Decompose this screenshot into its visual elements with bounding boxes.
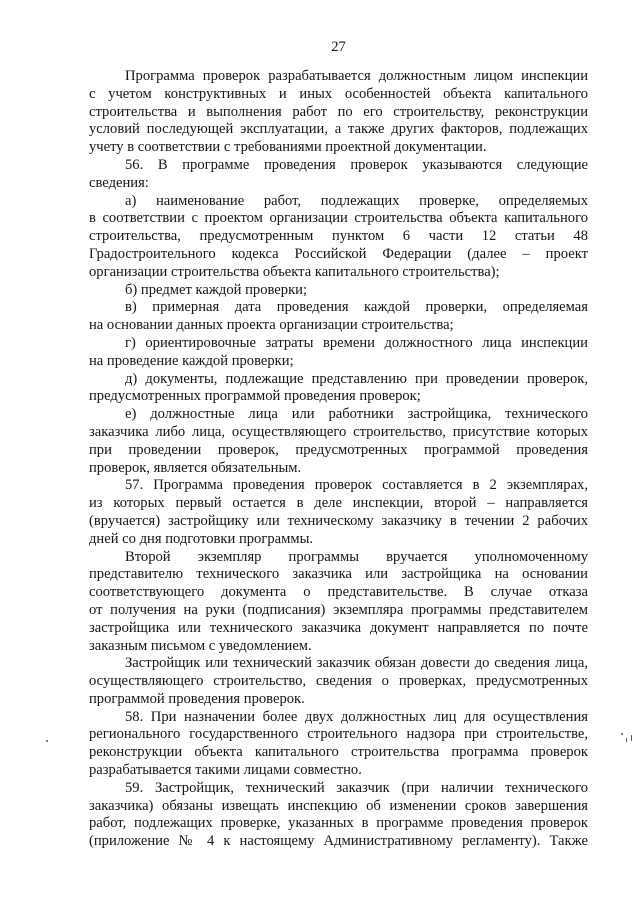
text-line: работ, подлежащих проверке, указанных в программе проведения проверок xyxy=(89,815,588,832)
text-line: дней со дня подготовки программы. xyxy=(89,530,314,547)
page-number: 27 xyxy=(331,39,346,55)
text-line: предусмотренных программой проведения проверок; xyxy=(89,388,421,405)
text-line: 58. При назначении более двух должностных лиц для осуществления xyxy=(125,708,588,725)
clause-57-developer-duty xyxy=(89,655,588,708)
text-line: заказчика) обязаны извещать инспекцию об изменении сроков завершения xyxy=(89,797,588,814)
clause-59 xyxy=(89,780,588,851)
text-line: 59. Застройщик, технический заказчик (при наличии технического xyxy=(125,779,588,796)
clause-56-item-b xyxy=(89,282,588,300)
text-line: строительства, предусмотренным пунктом 6 части 12 статьи 48 xyxy=(89,228,588,245)
text-line: на основании данных проекта организации строительства; xyxy=(89,317,454,334)
clause-56-item-g xyxy=(89,335,588,371)
paragraph-program-development xyxy=(89,68,588,157)
text-line: на проведение каждой проверки; xyxy=(89,352,294,369)
text-line: строительства и выполнения работ по его строительству, реконструкции xyxy=(89,103,588,120)
clause-56-item-v xyxy=(89,299,588,335)
text-line: заказным письмом с уведомлением. xyxy=(89,637,312,654)
text-line: проверок, является обязательным. xyxy=(89,459,302,476)
text-line: осуществляющего строительство, сведения о проверках, предусмотренных xyxy=(89,673,588,690)
text-line: учету в соответствии с требованиями проектной документации. xyxy=(89,139,487,156)
text-line: застройщика или технического заказчика документ направляется по почте xyxy=(89,619,588,636)
text-line: из которых первый остается в деле инспекции, второй – направляется xyxy=(89,495,588,512)
text-line: от получения на руки (подписания) экземпляра программы представителем xyxy=(89,601,588,618)
text-line: а) наименование работ, подлежащих проверке, определяемых xyxy=(125,192,588,209)
text-line: 57. Программа проведения проверок составляется в 2 экземплярах, xyxy=(125,477,588,494)
scan-speck xyxy=(631,735,632,741)
text-line: при проведении проверок, предусмотренных программой проведения xyxy=(89,441,588,458)
text-line: с учетом конструктивных и иных особенностей объекта капитального xyxy=(89,85,588,102)
text-line: организации строительства объекта капитального строительства); xyxy=(89,263,500,280)
text-line: условий последующей эксплуатации, а также других факторов, подлежащих xyxy=(89,121,588,138)
text-line: программой проведения проверок. xyxy=(89,690,305,707)
text-line: заказчика либо лица, осуществляющего строительство, присутствие которых xyxy=(89,423,588,440)
text-line: регионального государственного строительного надзора при строительстве, xyxy=(89,726,588,743)
clause-56-item-d xyxy=(89,371,588,407)
text-line: в соответствии с проектом организации строительства объекта капитального xyxy=(89,210,588,227)
clause-56-item-a xyxy=(89,193,588,282)
text-line: в) примерная дата проведения каждой проверки, определяемая xyxy=(125,299,588,316)
text-line: (приложение № 4 к настоящему Административному регламенту). Также xyxy=(89,833,588,850)
text-line: Второй экземпляр программы вручается уполномоченному xyxy=(125,548,588,565)
text-line: е) должностные лица или работники застройщика, технического xyxy=(125,406,588,423)
clause-56-item-e xyxy=(89,406,588,477)
text-line: Градостроительного кодекса Российской Федерации (далее – проект xyxy=(89,245,588,262)
scan-speck xyxy=(621,733,623,735)
scan-speck xyxy=(46,740,48,742)
text-line: разрабатывается такими лицами совместно. xyxy=(89,762,362,779)
text-line: 56. В программе проведения проверок указываются следующие xyxy=(125,156,588,173)
clause-57 xyxy=(89,477,588,548)
text-line: реконструкции объекта капитального строительства программа проверок xyxy=(89,744,588,761)
text-line: представителю технического заказчика или застройщика на основании xyxy=(89,566,588,583)
text-line: (вручается) застройщику или техническому заказчику в течении 2 рабочих xyxy=(89,512,588,529)
clause-57-second-copy xyxy=(89,549,588,656)
text-line: сведения: xyxy=(89,174,149,191)
scan-speck xyxy=(626,738,627,742)
clause-56 xyxy=(89,157,588,193)
text-line: Программа проверок разрабатывается должностным лицом инспекции xyxy=(125,68,588,84)
clause-58 xyxy=(89,709,588,780)
text-line: соответствующего документа о представительстве. В случае отказа xyxy=(89,584,588,601)
text-line: б) предмет каждой проверки; xyxy=(125,281,308,298)
text-line: г) ориентировочные затраты времени должностного лица инспекции xyxy=(125,334,588,351)
document-body xyxy=(89,68,588,851)
text-line: Застройщик или технический заказчик обязан довести до сведения лица, xyxy=(125,655,588,672)
text-line: д) документы, подлежащие представлению при проведении проверок, xyxy=(125,370,588,387)
